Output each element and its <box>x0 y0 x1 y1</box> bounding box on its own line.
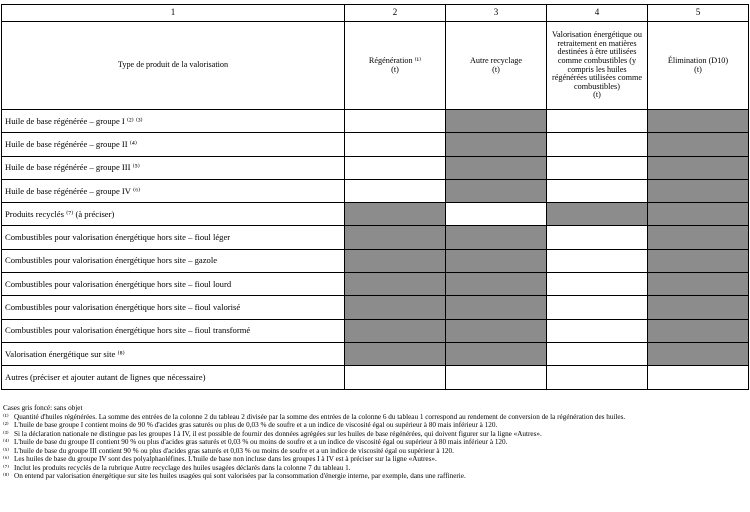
footnote <box>3 421 747 430</box>
footnote <box>3 447 747 456</box>
na-cell <box>446 156 547 179</box>
col-header-regeneration <box>345 22 446 110</box>
na-cell <box>547 203 648 226</box>
column-header-row <box>2 22 749 110</box>
input-cell[interactable] <box>547 249 648 272</box>
footnote-marker: ⁽⁸⁾ <box>3 472 10 480</box>
na-cell <box>648 249 749 272</box>
table-row <box>2 156 749 179</box>
col-number-5: 5 <box>648 5 749 22</box>
input-cell[interactable] <box>345 156 446 179</box>
row-label: Combustibles pour valorisation énergétique hors site – fioul lourd <box>2 273 345 296</box>
na-cell <box>345 226 446 249</box>
table-row <box>2 203 749 226</box>
na-cell <box>446 110 547 133</box>
input-cell[interactable] <box>446 203 547 226</box>
column-number-row <box>2 5 749 22</box>
na-cell <box>345 319 446 342</box>
col-header-unit: (t) <box>492 64 500 74</box>
col-number-3: 3 <box>446 5 547 22</box>
footnote <box>3 464 747 473</box>
col-header-other-recycling <box>446 22 547 110</box>
col-number-2: 2 <box>345 5 446 22</box>
input-cell[interactable] <box>547 319 648 342</box>
col-number-4: 4 <box>547 5 648 22</box>
table-row <box>2 133 749 156</box>
row-label: Valorisation énergétique sur site ⁽⁸⁾ <box>2 342 345 365</box>
na-cell <box>648 156 749 179</box>
input-cell[interactable] <box>547 179 648 202</box>
footnote-text: L'huile de base groupe I contient moins de 90 % d'acides gras saturés ou plus de 0,03 % de soufre et a un indice de viscosité égal ou supérieur à 80 mais inférieur à 120. <box>14 421 498 429</box>
na-cell <box>648 342 749 365</box>
input-cell[interactable] <box>345 133 446 156</box>
row-label: Huile de base régénérée – groupe II ⁽⁴⁾ <box>2 133 345 156</box>
input-cell[interactable] <box>547 273 648 296</box>
table-row <box>2 366 749 389</box>
na-cell <box>446 133 547 156</box>
table-row <box>2 249 749 272</box>
na-cell <box>446 273 547 296</box>
row-label: Combustibles pour valorisation énergétique hors site – fioul léger <box>2 226 345 249</box>
na-cell <box>345 273 446 296</box>
input-cell[interactable] <box>345 110 446 133</box>
input-cell[interactable] <box>648 366 749 389</box>
valorisation-table <box>1 4 749 390</box>
footnote <box>3 455 747 464</box>
legend-note: Cases gris foncé: sans objet <box>3 404 83 412</box>
footnote-marker: ⁽⁴⁾ <box>3 438 10 446</box>
col-header-energy-recovery <box>547 22 648 110</box>
col-header-disposal <box>648 22 749 110</box>
table-row <box>2 296 749 319</box>
row-label: Combustibles pour valorisation énergétique hors site – gazole <box>2 249 345 272</box>
na-cell <box>446 179 547 202</box>
na-cell <box>446 342 547 365</box>
na-cell <box>648 273 749 296</box>
row-label: Huile de base régénérée – groupe IV ⁽⁶⁾ <box>2 179 345 202</box>
na-cell <box>648 296 749 319</box>
col-header-label: Autre recyclage <box>469 55 523 65</box>
footnote-text: Les huiles de base du groupe IV sont des polyalphaoléfines. L'huile de base non incluse dans les groupes I à IV est à préciser sur la ligne «Autres». <box>14 455 437 463</box>
footnote <box>3 438 747 447</box>
na-cell <box>648 110 749 133</box>
row-label: Huile de base régénérée – groupe III ⁽⁵⁾ <box>2 156 345 179</box>
row-label: Combustibles pour valorisation énergétique hors site – fioul valorisé <box>2 296 345 319</box>
na-cell <box>648 319 749 342</box>
input-cell[interactable] <box>547 226 648 249</box>
col-header-label: Type de produit de la valorisation <box>117 60 229 70</box>
input-cell[interactable] <box>345 366 446 389</box>
na-cell <box>648 179 749 202</box>
col-header-unit: (t) <box>593 90 601 100</box>
input-cell[interactable] <box>547 366 648 389</box>
col-header-product-type <box>2 22 345 110</box>
input-cell[interactable] <box>547 342 648 365</box>
col-number-1: 1 <box>2 5 345 22</box>
table-row <box>2 110 749 133</box>
table-row <box>2 342 749 365</box>
table-row <box>2 273 749 296</box>
footnote <box>3 472 747 481</box>
footnote-text: Inclut les produits recyclés de la rubrique Autre recyclage des huiles usagées déclarés dans la colonne 7 du tableau 1. <box>14 463 351 472</box>
na-cell <box>345 342 446 365</box>
input-cell[interactable] <box>547 133 648 156</box>
footnote-text: L'huile de base du groupe II contient 90 % ou plus d'acides gras saturés et 0,03 % ou moins de soufre et a un indice de viscosité égal ou supérieur à 80 mais inférieur à 120. <box>14 438 508 446</box>
col-header-unit: (t) <box>391 64 399 74</box>
footnotes <box>3 404 747 481</box>
footnote-text: On entend par valorisation énergétique sur site les huiles usagées qui sont valorisées par la consommation d'énergie interne, par exemple, dans une raffinerie. <box>14 472 466 480</box>
footnote <box>3 413 747 422</box>
na-cell <box>446 226 547 249</box>
footnote <box>3 430 747 439</box>
na-cell <box>446 319 547 342</box>
na-cell <box>648 203 749 226</box>
na-cell <box>446 249 547 272</box>
na-cell <box>345 203 446 226</box>
footnote-marker: ⁽²⁾ <box>3 421 9 429</box>
table-row <box>2 319 749 342</box>
footnote-text: Si la déclaration nationale ne distingue pas les groupes I à IV, il est possible de fournir des données agrégées sur les huiles de base régénérées, qui doivent figurer sur la ligne «Autres». <box>14 429 542 438</box>
input-cell[interactable] <box>547 296 648 319</box>
col-header-label: Valorisation énergétique ou retraitement en matières destinées à être utilisées comme combustibles (y compris les huiles régénérées utilisées comme combustibles) <box>551 30 643 91</box>
na-cell <box>648 133 749 156</box>
footnote-marker: ⁽¹⁾ <box>3 412 9 421</box>
row-label: Combustibles pour valorisation énergétique hors site – fioul transformé <box>2 319 345 342</box>
footnote-marker: ⁽³⁾ <box>3 429 9 438</box>
col-header-label: Régénération ⁽¹⁾ <box>368 55 422 65</box>
na-cell <box>345 249 446 272</box>
col-header-unit: (t) <box>694 64 702 74</box>
footnote-marker: ⁽⁵⁾ <box>3 446 10 455</box>
footnote-marker: ⁽⁶⁾ <box>3 455 10 463</box>
footnote-marker: ⁽⁷⁾ <box>3 463 10 472</box>
table-row <box>2 179 749 202</box>
footnote-text: Quantité d'huiles régénérées. La somme des entrées de la colonne 2 du tableau 2 divisée par la somme des entrées de la colonne 6 du tableau 1 correspond au rendement de conversion de la régénération des huiles. <box>14 412 626 421</box>
footnote-text: L'huile de base du groupe III contient 90 % ou plus d'acides gras saturés et 0,03 % ou moins de soufre et a un indice de viscosité égal ou supérieur à 120. <box>14 446 454 455</box>
na-cell <box>648 226 749 249</box>
row-label: Produits recyclés ⁽⁷⁾ (à préciser) <box>2 203 345 226</box>
na-cell <box>446 296 547 319</box>
col-header-label: Élimination (D10) <box>667 55 729 65</box>
input-cell[interactable] <box>446 366 547 389</box>
na-cell <box>345 296 446 319</box>
input-cell[interactable] <box>547 110 648 133</box>
input-cell[interactable] <box>547 156 648 179</box>
table-row <box>2 226 749 249</box>
input-cell[interactable] <box>345 179 446 202</box>
row-label: Huile de base régénérée – groupe I ⁽²⁾ ⁽³⁾ <box>2 110 345 133</box>
row-label: Autres (préciser et ajouter autant de lignes que nécessaire) <box>2 366 345 389</box>
